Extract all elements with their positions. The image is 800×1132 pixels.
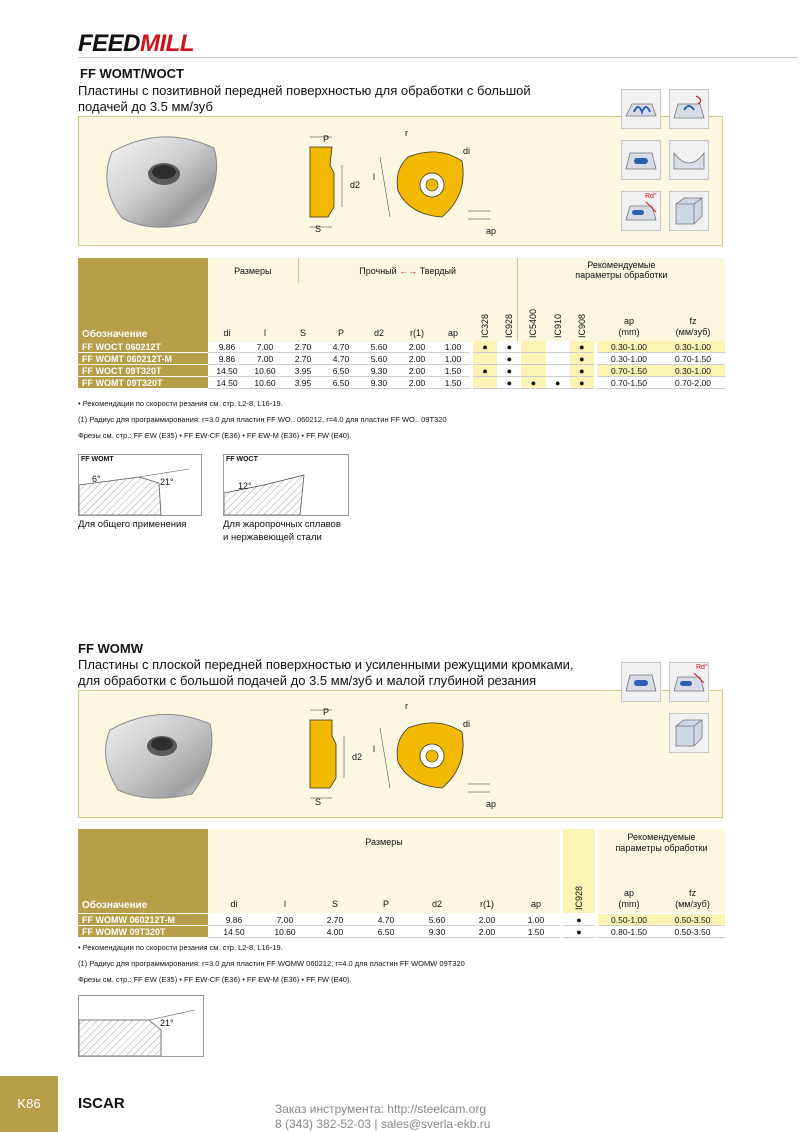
grade-hard-label: Твердый <box>419 266 457 276</box>
row-value: 1.50 <box>436 365 470 377</box>
grade-header-ic928: IC928 <box>574 885 584 910</box>
dim-label-l: l <box>373 172 375 182</box>
row-value: 6.50 <box>322 365 360 377</box>
row-value: 10.60 <box>246 377 284 389</box>
row-value: 14.50 <box>208 377 246 389</box>
row-value: 6.50 <box>360 926 412 938</box>
row-value: 2.70 <box>284 341 322 353</box>
section1-note-radius: (1) Радиус для программирования: r=3.0 для пластин FF WO.. 060212, r=4.0 для пластин FF WO.. 09T320 <box>78 415 447 424</box>
row-value: 9.30 <box>412 926 462 938</box>
dim-label-p-2: P <box>323 707 330 717</box>
grade-header-ic908: IC908 <box>576 313 587 338</box>
table2-rows <box>78 914 725 938</box>
row-grade-mark: ● <box>570 353 594 365</box>
row-designation: FF WOMW 09T320T <box>78 926 208 938</box>
row-value: 14.50 <box>208 926 260 938</box>
row-rec-fz: 0.30-1.00 <box>661 341 725 353</box>
row-value: 1.50 <box>436 377 470 389</box>
row-rec-ap: 0.80-1.50 <box>598 926 660 938</box>
row-value: 2.00 <box>398 341 436 353</box>
profile-milling-icon <box>669 140 709 180</box>
rec-col-bottom-1: (мм/зуб) <box>675 899 710 909</box>
table-row <box>78 926 725 938</box>
table1-rows <box>78 341 725 389</box>
row-grade-mark: ● <box>497 365 521 377</box>
row-grade-mark <box>546 365 570 377</box>
section2-note-cutters: Фрезы см. стр.: FF EW (E35) • FF EW-CF (E36) • FF EW-M (E36) • FF FW (E40). <box>78 975 352 984</box>
dim-label-s: S <box>315 224 322 234</box>
table1-grade-columns <box>473 276 594 340</box>
col-header-3: P <box>337 328 344 338</box>
row-grade-mark <box>546 341 570 353</box>
rec-col-top-0: ap <box>623 888 634 898</box>
dim-label-d2-2: d2 <box>352 752 363 762</box>
row-value: 2.00 <box>462 926 512 938</box>
table1-rec-columns <box>597 316 725 342</box>
row-rec-fz: 0.30-1.00 <box>661 365 725 377</box>
pocket-milling-icon <box>621 140 661 180</box>
grade-header-ic910: IC910 <box>552 313 563 338</box>
row-grade-mark <box>521 365 545 377</box>
geometry-womt-caption: Для общего применения <box>78 519 187 530</box>
row-value: 2.00 <box>398 365 436 377</box>
table1-name-header: Обозначение <box>78 258 208 342</box>
section2-note-radius: (1) Радиус для программирования: r=3.0 для пластин FF WOMW 060212, r=4.0 для пластин FF WOMW 09T320 <box>78 959 465 968</box>
table-row <box>78 914 725 926</box>
row-grade-mark: ● <box>570 341 594 353</box>
row-designation: FF WOCT 060212T <box>78 341 208 353</box>
geometry-woct-label: FF WOCT <box>226 456 258 463</box>
rec-header-line2: параметры обработки <box>575 270 668 280</box>
row-rec-ap: 0.70-1.50 <box>597 365 661 377</box>
row-value: 1.00 <box>512 914 560 926</box>
table-row <box>78 377 725 389</box>
geometry-woct-angle1: 12° <box>238 481 252 491</box>
block-icon <box>669 191 709 231</box>
row-value: 2.70 <box>284 353 322 365</box>
dim-label-r: r <box>405 128 408 138</box>
rec-col-bottom-1: (мм/зуб) <box>675 327 711 337</box>
row-value: 9.86 <box>208 353 246 365</box>
row-value: 7.00 <box>246 353 284 365</box>
row-grade-mark: ● <box>570 377 594 389</box>
grade-arrow-icon: ←→ <box>399 266 420 276</box>
row-value: 7.00 <box>260 914 310 926</box>
grade-header-ic328: IC328 <box>480 313 490 338</box>
row-grade-mark <box>546 353 570 365</box>
section2-desc-line2: для обработки с большой подачей до 3.5 мм/зуб и малой глубиной резания <box>78 673 537 688</box>
page-number: K86 <box>0 1076 58 1132</box>
dim-label-di-2: di <box>463 719 471 729</box>
row-grade-mark: ● <box>497 353 521 365</box>
grade-header-ic5400: IC5400 <box>528 308 539 338</box>
col-header-4: d2 <box>431 899 442 909</box>
row-grade-mark: ● <box>473 341 497 353</box>
row-value: 9.30 <box>360 377 398 389</box>
dim-label-d2: d2 <box>350 180 361 190</box>
row-grade-mark: ● <box>473 365 497 377</box>
table1-dims-title: Размеры <box>234 266 272 276</box>
rec-header-line1: Рекомендуемые <box>587 260 656 270</box>
table2-rec-columns <box>598 888 725 914</box>
row-designation: FF WOMW 060212T-M <box>78 914 208 926</box>
row-designation: FF WOMT 060212T-M <box>78 353 208 365</box>
col-header-6: ap <box>530 899 541 909</box>
row-rec-ap: 0.30-1.00 <box>597 341 661 353</box>
row-value: 1.00 <box>436 341 470 353</box>
table-row <box>78 353 725 365</box>
section1-note-speed: • Рекомендации по скорости резания см. стр. L2-8, L16-19. <box>78 399 283 408</box>
insert-photo-womw <box>92 696 232 806</box>
footer-order-line[interactable]: Заказ инструмента: http://steelcam.org <box>275 1102 487 1116</box>
geometry-womt-angle1: 6° <box>92 474 101 484</box>
col-header-4: d2 <box>373 328 384 338</box>
table2-name-header: Обозначение <box>82 900 148 911</box>
rec-col-top-1: fz <box>689 316 697 326</box>
rd-label-1: Rd° <box>645 193 657 200</box>
col-header-1: l <box>284 899 286 909</box>
row-designation: FF WOCT 09T320T <box>78 365 208 377</box>
rec-col-top-1: fz <box>688 888 696 898</box>
col-header-2: S <box>299 328 306 338</box>
feedmill-logo: FEEDMILL <box>78 30 194 57</box>
header-divider <box>78 57 798 58</box>
dim-label-r-2: r <box>405 701 408 711</box>
row-value: 9.86 <box>208 341 246 353</box>
section2-note-speed: • Рекомендации по скорости резания см. стр. L2-8, L16-19. <box>78 943 283 952</box>
dim-label-s-2: S <box>315 797 322 807</box>
row-grade-mark <box>473 353 497 365</box>
row-rec-fz: 0.50-3.50 <box>660 914 725 926</box>
row-value: 2.00 <box>398 377 436 389</box>
geometry-womt-label: FF WOMT <box>81 456 114 463</box>
row-designation: FF WOMT 09T320T <box>78 377 208 389</box>
col-header-1: l <box>264 328 266 338</box>
table2-rec-header-line2: параметры обработки <box>615 843 708 853</box>
footer-contact-line[interactable]: 8 (343) 382-52-03 | sales@sverla-ekb.ru <box>275 1117 491 1131</box>
row-grade-mark: ● <box>521 377 545 389</box>
table-row <box>78 365 725 377</box>
grade-header-ic928: IC928 <box>504 313 515 338</box>
col-header-5: r(1) <box>410 328 424 338</box>
row-rec-ap: 0.70-1.50 <box>597 377 661 389</box>
insert-photo-womt <box>92 122 232 232</box>
col-header-0: di <box>230 899 238 909</box>
geometry-woct-caption-line1: Для жаропрочных сплавов <box>223 519 341 530</box>
row-rec-ap: 0.50-1.00 <box>598 914 660 926</box>
row-grade-mark <box>473 377 497 389</box>
section1-desc-line1: Пластины с позитивной передней поверхностью для обработки с большой <box>78 83 531 98</box>
row-value: 9.86 <box>208 914 260 926</box>
row-value: 2.00 <box>462 914 512 926</box>
row-value: 4.70 <box>322 353 360 365</box>
pocket-milling-icon-2 <box>621 662 661 702</box>
col-header-3: P <box>382 899 389 909</box>
row-value: 10.60 <box>260 926 310 938</box>
row-rec-fz: 0.70-2.00 <box>661 377 725 389</box>
row-value: 4.70 <box>322 341 360 353</box>
row-value: 9.30 <box>360 365 398 377</box>
dim-label-ap: ap <box>486 226 497 236</box>
section2-desc-line1: Пластины с плоской передней поверхностью и усиленными режущими кромками, <box>78 657 574 672</box>
table2-grade-columns <box>563 870 595 912</box>
row-value: 4.70 <box>360 914 412 926</box>
dim-label-di: di <box>463 146 471 156</box>
row-grade-mark: ● <box>563 926 595 938</box>
row-value: 5.60 <box>360 353 398 365</box>
slot-milling-icon <box>621 89 661 129</box>
rec-col-bottom-0: (mm) <box>618 899 640 909</box>
dim-label-l-2: l <box>373 744 375 754</box>
row-value: 5.60 <box>412 914 462 926</box>
col-header-5: r(1) <box>480 899 494 909</box>
row-grade-mark: ● <box>497 377 521 389</box>
row-value: 3.95 <box>284 377 322 389</box>
geometry-woct-caption-line2: и нержавеющей стали <box>223 532 322 543</box>
section2-title: FF WOMW <box>78 641 143 656</box>
dim-label-p: P <box>323 134 330 144</box>
col-header-2: S <box>331 899 338 909</box>
geometry-womw-panel <box>78 995 204 1057</box>
row-value: 5.60 <box>360 341 398 353</box>
row-value: 1.00 <box>436 353 470 365</box>
rec-col-top-0: ap <box>623 316 634 326</box>
row-grade-mark: ● <box>546 377 570 389</box>
row-grade-mark: ● <box>570 365 594 377</box>
row-value: 3.95 <box>284 365 322 377</box>
dim-label-ap-2: ap <box>486 799 497 809</box>
row-value: 2.70 <box>310 914 360 926</box>
row-grade-mark: ● <box>497 341 521 353</box>
footer-brand: ISCAR <box>78 1095 125 1112</box>
rec-col-bottom-0: (mm) <box>618 327 640 337</box>
table2-dim-column-labels <box>208 899 560 911</box>
row-value: 4.00 <box>310 926 360 938</box>
row-value: 10.60 <box>246 365 284 377</box>
geometry-womt-panel <box>78 454 202 516</box>
col-header-6: ap <box>447 328 458 338</box>
row-value: 14.50 <box>208 365 246 377</box>
grade-tough-label: Прочный <box>359 266 397 276</box>
row-grade-mark <box>521 353 545 365</box>
section1-title: FF WOMT/WOCT <box>80 66 184 81</box>
row-value: 2.00 <box>398 353 436 365</box>
row-value: 7.00 <box>246 341 284 353</box>
row-value: 1.50 <box>512 926 560 938</box>
row-rec-fz: 0.50-3.50 <box>660 926 725 938</box>
row-rec-fz: 0.70-1.50 <box>661 353 725 365</box>
col-header-0: di <box>223 328 231 338</box>
geometry-womw-angle: 21° <box>160 1018 174 1028</box>
block-icon-2 <box>669 713 709 753</box>
section1-desc-line2: подачей до 3.5 мм/зуб <box>78 99 213 114</box>
row-rec-ap: 0.30-1.00 <box>597 353 661 365</box>
row-grade-mark <box>521 341 545 353</box>
geometry-womt-angle2: 21° <box>160 477 174 487</box>
section1-note-cutters: Фрезы см. стр.: FF EW (E35) • FF EW-CF (E36) • FF EW-M (E36) • FF FW (E40). <box>78 431 352 440</box>
table2-rec-header-line1: Рекомендуемые <box>627 832 696 842</box>
row-value: 6.50 <box>322 377 360 389</box>
table-row <box>78 341 725 353</box>
row-grade-mark: ● <box>563 914 595 926</box>
ramping-icon <box>669 89 709 129</box>
rd-label-2: Rd° <box>696 664 708 671</box>
table2-dims-header: Размеры <box>365 837 403 847</box>
table1-dim-column-labels <box>208 328 470 340</box>
